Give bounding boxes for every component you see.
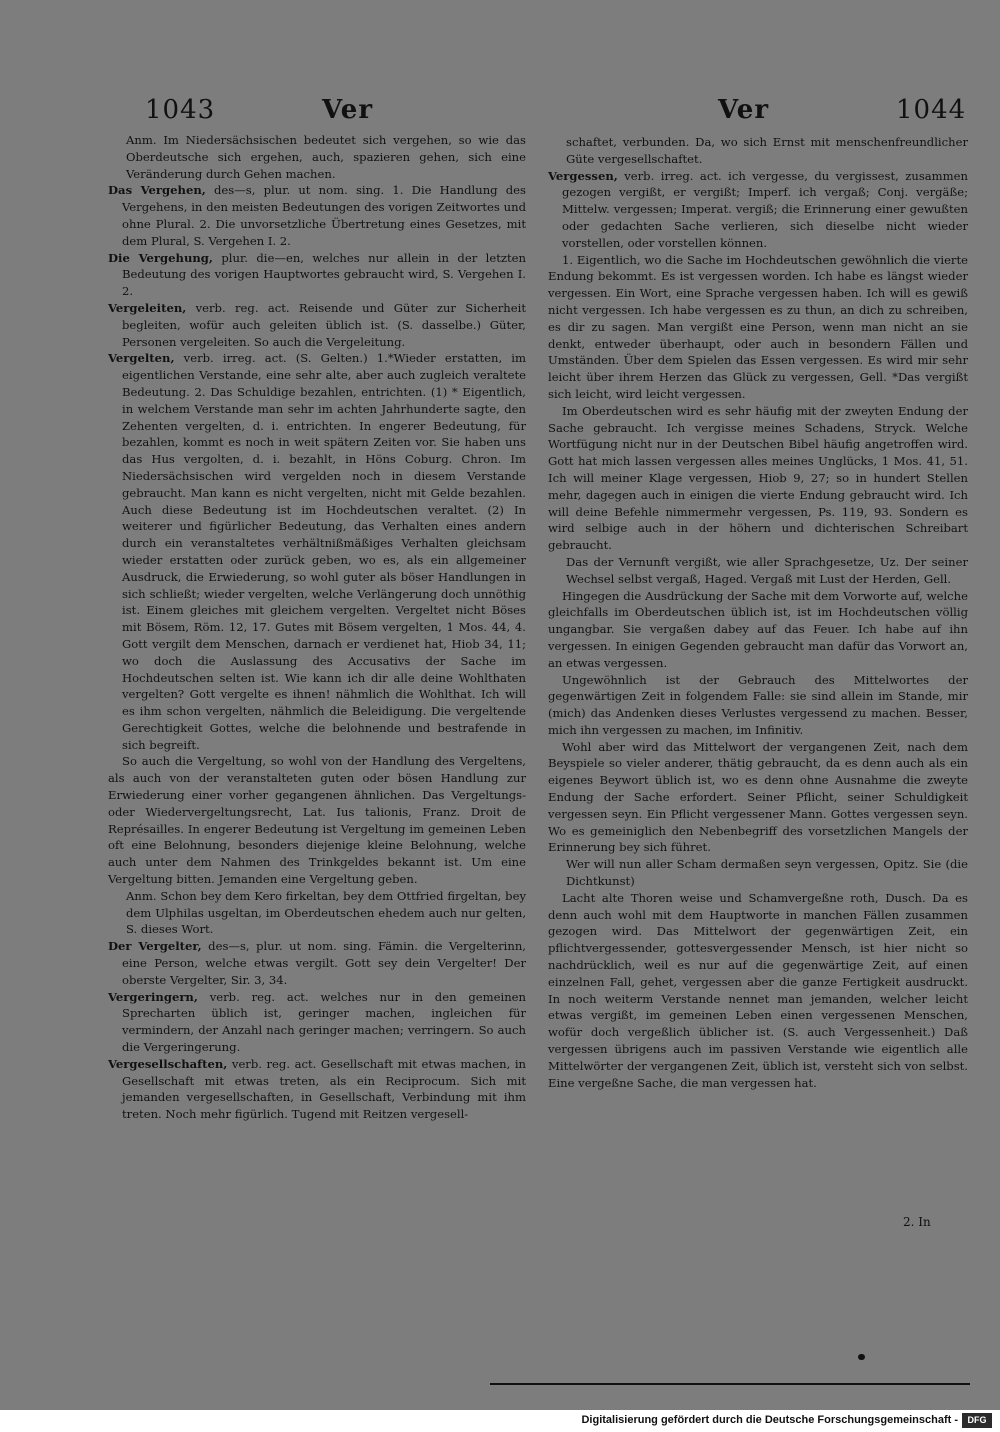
entry-text: plur. die—en, welches nur allein in der letzten Bedeutung des vorigen Hauptwortes gebraucht wird, S. Vergehen I. 2. [122,250,526,299]
right-column-paragraph [548,588,968,672]
right-column-paragraph [548,134,968,168]
right-column [548,134,968,1091]
left-column-paragraph [108,1056,526,1123]
entry-text: schaftet, verbunden. Da, wo sich Ernst mit menschenfreundlicher Güte vergesellschaftet. [566,135,968,166]
entry-text: 1. Eigentlich, wo die Sache im Hochdeutschen gewöhnlich die vierte Endung bekommt. Es ist vergessen worden. Ich habe es längst wieder vergessen. Ein Wort, eine Sprache vergessen haben. Ich will es gewiß nicht vergessen. Ich habe vergessen es zu thun, an dich zu schreiben, es dir zu sagen. Man vergißt eine Person, wenn man nicht an sie denkt, entweder überhaupt, oder auch in besondern Fällen und Umständen. Über dem Spielen das Essen vergessen. Es wird mir sehr leicht über ihrem Herzen das Glück zu vergessen, Gell. *Das vergißt sich leicht, wird leicht vergessen. [548,252,968,401]
entry-text: verb. reg. act. Gesellschaft mit etwas machen, in Gesellschaft mit etwas treten, als ein Reciprocum. Sich mit jemanden vergesellschaften, in Gesellschaft, Verbindung mit ihm treten. Noch mehr figürlich. Tugend mit Reitzen vergesell- [122,1056,526,1122]
entry-headword: Das Vergehen, [108,183,206,198]
entry-text: Hingegen die Ausdrückung der Sache mit dem Vorworte auf, welche gleichfalls im Oberdeutschen üblich ist, ist im Hochdeutschen völlig ungangbar. Sie vergaßen dabey auf das Feuer. Ich habe auf ihn vergessen. In einigen Gegenden gebraucht man dafür das Vorwort an, an etwas vergessen. [548,588,968,670]
left-column-paragraph [108,132,526,182]
entry-text: des—s, plur. ut nom. sing. Fämin. die Vergelterinn, eine Person, welche etwas vergilt. Gott sey dein Vergelter! Der oberste Vergelter, Sir. 3, 34. [122,939,526,987]
entry-headword: Vergeleiten, [108,300,187,315]
left-column-paragraph [108,350,526,753]
left-column-paragraph [108,300,526,350]
entry-headword: Vergesellschaften, [108,1056,228,1071]
left-column [108,132,526,1123]
left-page-number: 1043 [145,95,216,125]
right-running-head: Ver [718,95,770,125]
right-column-paragraph [548,890,968,1092]
catchword: 2. In [903,1215,931,1229]
entry-text: Lacht alte Thoren weise und Schamvergeßne roth, Dusch. Da es denn auch wohl mit dem Hauptworte in manchen Fällen zusammen gezogen wird. Das Mittelwort der gegenwärtigen Zeit, ein pflichtvergessender, gottesvergessender Mensch, ist hier nicht so nachdrücklich, weil es nur auf die gegenwärtige Zeit, auf einen einzelnen Fall, gehet, vergessen aber die ganze Fertigkeit ausdruckt. In noch weiterm Verstande nennet man jemanden, welcher leicht etwas vergißt, im gemeinen Leben einen vergessenen Menschen, wofür doch vergeßlich üblicher ist. (S. auch Vergessenheit.) Daß vergessen übrigens auch im passiven Verstande wie eigentlich alle Mittelwörter der vergangenen Zeit, üblich ist, versteht sich von selbst. Eine vergeßne Sache, die man vergessen hat. [548,890,968,1090]
entry-text: So auch die Vergeltung, so wohl von der Handlung des Vergeltens, als auch von der veranstalteten guten oder bösen Handlung zur Erwiederung einer vorher gegangenen ähnlichen. Das Vergeltungs- oder Wiedervergeltungsrecht, Lat. Ius talionis, Franz. Droit de Représailles. In engerer Bedeutung ist Vergeltung im gemeinen Leben oft eine Belohnung, besonders diejenige kleine Belohnung, welche auch unter dem Nahmen des Trinkgeldes bekannt ist. Um eine Vergeltung bitten. Jemanden eine Vergeltung geben. [108,754,526,887]
entry-text: Anm. Im Niedersächsischen bedeutet sich vergehen, so wie das Oberdeutsche sich ergehen, auch, spazieren gehen, sich eine Veränderung durch Gehen machen. [126,133,526,181]
entry-text: verb. reg. act. welches nur in den gemeinen Sprecharten üblich ist, geringer machen, ingleichen für vermindern, der Anzahl nach geringer machen; verringern. So auch die Vergeringerung. [122,989,527,1055]
entry-headword: Vergelten, [108,351,175,366]
entry-headword: Der Vergelter, [108,939,202,954]
left-column-paragraph [108,753,526,887]
right-column-paragraph [548,672,968,739]
entry-headword: Vergessen, [548,168,618,183]
entry-headword: Die Vergehung, [108,250,213,265]
right-column-paragraph [548,739,968,857]
entry-text: verb. irreg. act. (S. Gelten.) 1.*Wieder erstatten, im eigentlichen Verstande, eine sehr alte, aber auch zugleich veraltete Bedeutung. 2. Das Schuldige bezahlen, entrichten. (1) * Eigentlich, in welchem Verstande man sehr im achten Jahrhunderte sagte, den Zehenten vergelten, d. i. entrichten. In engerer Bedeutung, für bezahlen, kommt es noch in weit spätern Zeiten vor. Sie haben uns das Hus vergolten, d. i. bezahlt, in Höns Coburg. Chron. Im Niedersächsischen wird vergelden noch in diesem Verstande gebraucht. Man kann es nicht vergelten, nicht mit Gelde bezahlen. Auch diese Bedeutung ist im Hochdeutschen veraltet. (2) In weiterer und figürlicher Bedeutung, das Verhalten eines andern durch ein veranstaltetes verhältnißmäßiges Verhalten gleichsam wieder erstatten oder zurück geben, wo es, als ein allgemeiner Ausdruck, die Erwiederung, so wohl guter als böser Handlungen in sich schließt; wieder vergelten, welche Verlängerung doch unnöthig ist. Einem gleiches mit gleichem vergelten. Vergeltet nicht Böses mit Bösem, Röm. 12, 17. Gutes mit Bösem vergelten, 1 Mos. 44, 4. Gott vergilt dem Menschen, darnach er verdienet hat, Hiob 34, 11; wo doch die Auslassung des Accusativs der Sache im Hochdeutschen selten ist. Wie kann ich dir alle deine Wohlthaten vergelten? Gott vergelte es ihnen! nähmlich die Wohlthat. Ich will es ihm schon vergelten, nähmlich die Beleidigung. Die vergeltende Gerechtigkeit Gottes, welche die belohnende und bestrafende in sich begreift. [122,351,526,752]
right-column-paragraph [548,168,968,252]
entry-text: verb. reg. act. Reisende und Güter zur Sicherheit begleiten, wofür auch geleiten üblich ist. (S. dasselbe.) Güter, Personen vergeleiten. So auch die Vergeleitung. [122,300,527,349]
entry-text: verb. irreg. act. ich vergesse, du vergissest, zusammen gezogen vergißt, er vergißt; Imperf. ich vergaß; Conj. vergäße; Mittelw. vergessen; Imperat. vergiß; die Erinnerung einer gewußten oder gedachten Sache verlieren, sich dieselbe nicht wieder vorstellen, oder vorstellen können. [562,168,968,250]
entry-text: des—s, plur. ut nom. sing. 1. Die Handlung des Vergehens, in den meisten Bedeutungen des vorigen Zeitwortes und ohne Plural. 2. Die unvorsetzliche Übertretung eines Gesetzes, mit dem Plural, S. Vergehen I. 2. [122,183,526,248]
ink-mark [858,1354,865,1360]
right-page-number: 1044 [896,95,967,125]
entry-text: Anm. Schon bey dem Kero firkeltan, bey dem Ottfried firgeltan, bey dem Ulphilas usgeltan, im Oberdeutschen ehedem auch nur gelten, S. dieses Wort. [126,888,526,937]
entry-text: Ungewöhnlich ist der Gebrauch des Mittelwortes der gegenwärtigen Zeit in folgendem Falle: sie sind allein im Stande, mir (mich) das Andenken dieses Verlustes vergessend zu machen. Besser, mich ihn vergessen zu machen, im Infinitiv. [548,672,968,737]
entry-headword: Vergeringern, [108,989,198,1004]
left-column-paragraph [108,182,526,249]
entry-text: Wer will nun aller Scham dermaßen seyn vergessen, Opitz. Sie (die Dichtkunst) [566,857,968,889]
right-column-paragraph [548,252,968,403]
right-column-paragraph [548,856,968,890]
left-column-paragraph [108,888,526,938]
entry-text: Im Oberdeutschen wird es sehr häufig mit der zweyten Endung der Sache gebraucht. Ich vergisse meines Schadens, Stryck. Welche Wortfügung nicht nur in der Deutschen Bibel häufig angetroffen wird. Gott hat mich lassen vergessen alles meines Unglücks, 1 Mos. 41, 51. Ich will meiner Klage vergessen, Hiob 9, 27; so in hundert Stellen mehr, dagegen auch in einigen die vierte Endung gebraucht wird. Ich will deine Befehle nimmermehr vergessen, Ps. 119, 93. Sondern es wird selbige auch in der höhern und dichterischen Schreibart gebraucht. [548,403,968,553]
left-column-paragraph [108,250,526,300]
left-column-paragraph [108,989,526,1056]
right-column-paragraph [548,554,968,588]
funding-note: Digitalisierung gefördert durch die Deutsche Forschungsgemeinschaft - [581,1414,958,1426]
left-column-paragraph [108,938,526,988]
entry-text: Wohl aber wird das Mittelwort der vergangenen Zeit, nach dem Beyspiele so vieler anderer, thätig gebraucht, da es denn auch als ein eigenes Beywort üblich ist, wo es denn ohne Ausnahme die zweyte Endung der Sache erfordert. Seiner Pflicht, seiner Schuldigkeit vergessen seyn. Ein Pflicht vergessener Mann. Gottes vergessen seyn. Wo es gemeiniglich den Nebenbegriff des vorsetzlichen Mangels der Erinnerung bey sich führet. [548,739,968,855]
right-column-paragraph [548,403,968,554]
dfg-logo-icon: DFG [962,1413,992,1428]
left-running-head: Ver [322,95,374,125]
footer-bar [0,1410,1000,1432]
bottom-rule [490,1383,970,1385]
entry-text: Das der Vernunft vergißt, wie aller Sprachgesetze, Uz. Der seiner Wechsel selbst vergaß, Haged. Vergaß mit Lust der Herden, Gell. [566,554,968,586]
